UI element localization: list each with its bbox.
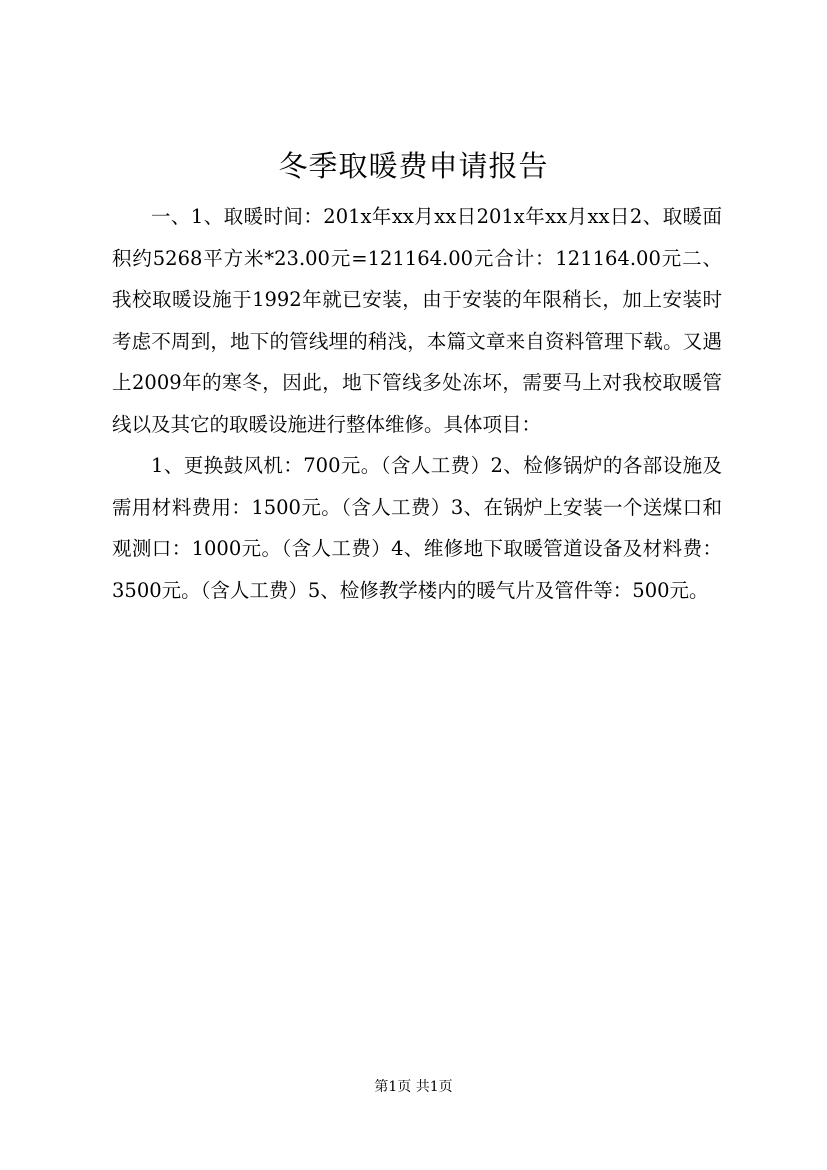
paragraph-heating-details: 一、1、取暖时间：201x年xx月xx日201x年xx月xx日2、取暖面积约5268平方米*23.00元=121164.00元合计：121164.00元二、我校取暖设施于1992年就已安装，由于安装的年限稍长，加上安装时考虑不周到，地下的管线埋的稍浅，本篇文章来自资料管理下载。又遇上2009年的寒冬，因此，地下管线多处冻坏，需要马上对我校取暖管线以及其它的取暖设施进行整体维修。具体项目： xyxy=(112,205,722,436)
document-body xyxy=(112,196,722,611)
paragraph-repair-items: 1、更换鼓风机：700元。（含人工费）2、检修锅炉的各部设施及需用材料费用：1500元。（含人工费）3、在锅炉上安装一个送煤口和观测口：1000元。（含人工费）4、维修地下取暖管道设备及材料费：3500元。（含人工费）5、检修教学楼内的暖气片及管件等：500元。 xyxy=(112,454,722,602)
document-title: 冬季取暖费申请报告 xyxy=(278,149,549,183)
page-footer: 第1页 共1页 xyxy=(374,1079,453,1095)
